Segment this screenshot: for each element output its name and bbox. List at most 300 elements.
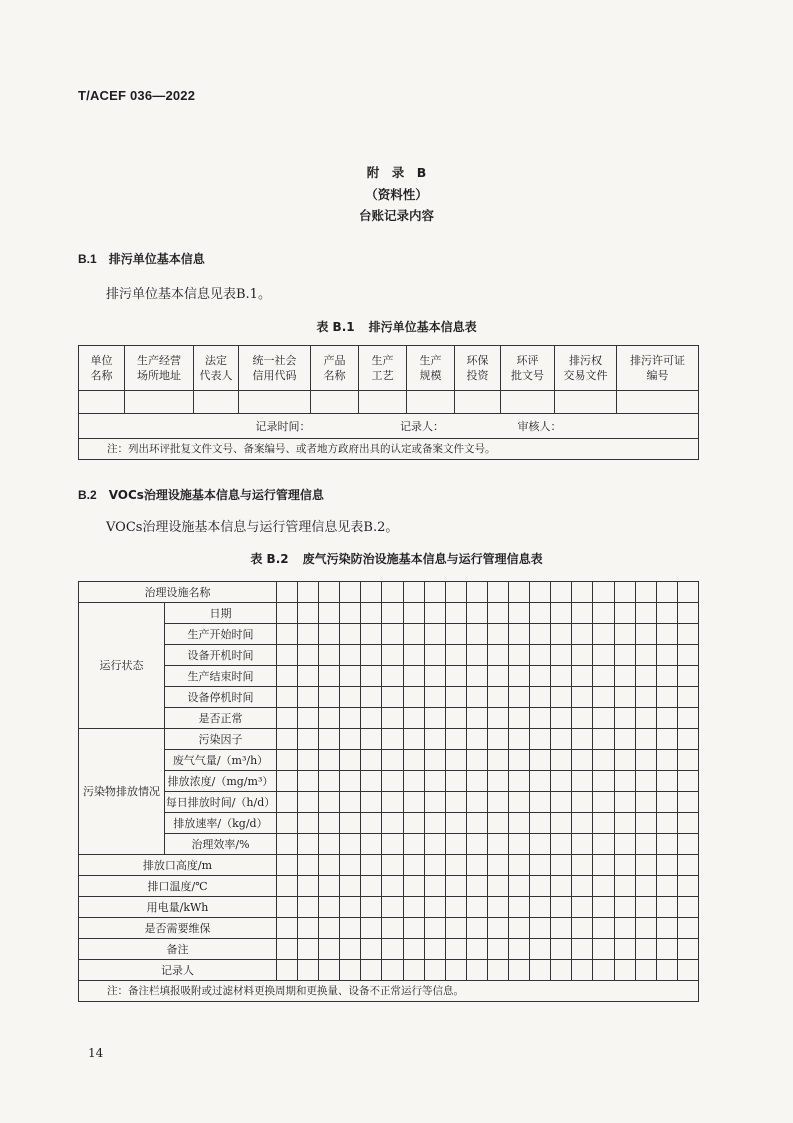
table-b2-grid-cell: [635, 624, 656, 645]
table-b2-grid-cell: [424, 603, 445, 624]
running-row-label: 设备开机时间: [165, 645, 277, 666]
table-b2-grid-cell: [340, 897, 361, 918]
table-b2-grid-cell: [656, 645, 677, 666]
table-b2-row: [79, 855, 699, 876]
emission-row-label: 排放浓度/（mg/m³）: [165, 771, 277, 792]
table-b2-grid-cell: [656, 624, 677, 645]
table-b2-grid-cell: [593, 624, 614, 645]
table-b1-col-header: [359, 346, 407, 391]
table-b2-grid-cell: [277, 666, 298, 687]
table-b2-grid-cell: [382, 876, 403, 897]
table-b2-grid-cell: [593, 813, 614, 834]
table-b2-grid-cell: [319, 624, 340, 645]
table-b2-grid-cell: [572, 876, 593, 897]
table-b2-grid-cell: [677, 645, 698, 666]
table-b2-grid-cell: [509, 834, 530, 855]
table-b2-grid-cell: [487, 729, 508, 750]
table-b1-caption-title: 排污单位基本信息表: [368, 320, 477, 334]
table-b2-grid-cell: [466, 645, 487, 666]
reviewer-label: 审核人：: [517, 419, 562, 433]
table-b2-grid-cell: [298, 582, 319, 603]
section-b2-paragraph: VOCs治理设施基本信息与运行管理信息见表B.2。: [106, 520, 399, 535]
table-b2-grid-cell: [277, 876, 298, 897]
section-b2-heading: [78, 486, 324, 503]
table-b2-grid-cell: [593, 708, 614, 729]
table-b2-grid-cell: [593, 771, 614, 792]
running-row-label: 日期: [165, 603, 277, 624]
table-b2-grid-cell: [509, 771, 530, 792]
table-b2-grid-cell: [466, 750, 487, 771]
table-b2-grid-cell: [445, 918, 466, 939]
table-b2-grid-cell: [635, 855, 656, 876]
table-b2-grid-cell: [593, 666, 614, 687]
table-b2-grid-cell: [614, 708, 635, 729]
table-b1-empty-cell: [239, 391, 311, 414]
table-b2-grid-cell: [656, 960, 677, 981]
table-b2-grid-cell: [340, 939, 361, 960]
table-b2-grid-cell: [319, 687, 340, 708]
table-b2-row: [79, 708, 699, 729]
table-b2-grid-cell: [445, 792, 466, 813]
table-b2-grid-cell: [635, 897, 656, 918]
single-row-label: 是否需要维保: [79, 918, 277, 939]
table-b2-grid-cell: [466, 876, 487, 897]
table-b2-grid-cell: [572, 708, 593, 729]
table-b2-note-row: [79, 981, 699, 1002]
table-b2-grid-cell: [361, 687, 382, 708]
col-header-line: 代表人: [199, 369, 233, 382]
table-b1-empty-cell: [455, 391, 501, 414]
section-b2-title: VOCs治理设施基本信息与运行管理信息: [108, 488, 324, 502]
table-b2-grid-cell: [298, 687, 319, 708]
table-b2-grid-cell: [340, 603, 361, 624]
table-b2-grid-cell: [551, 834, 572, 855]
table-b2-grid-cell: [551, 624, 572, 645]
table-b2-grid-cell: [277, 750, 298, 771]
table-b2-grid-cell: [403, 666, 424, 687]
table-b2-grid-cell: [319, 876, 340, 897]
table-b2-grid-cell: [614, 876, 635, 897]
table-b2-grid-cell: [277, 708, 298, 729]
table-b1-record-row: [79, 414, 699, 439]
table-b2-grid-cell: [319, 603, 340, 624]
table-b2-grid-cell: [635, 771, 656, 792]
table-b2-grid-cell: [677, 771, 698, 792]
table-b1-col-header: [501, 346, 555, 391]
table-b2-grid-cell: [530, 687, 551, 708]
table-b2-grid-cell: [340, 750, 361, 771]
table-b2-grid-cell: [382, 834, 403, 855]
table-b2-grid-cell: [530, 918, 551, 939]
table-b2-grid-cell: [656, 897, 677, 918]
table-b2-grid-cell: [277, 729, 298, 750]
table-b2-grid-cell: [677, 960, 698, 981]
table-b2-grid-cell: [424, 897, 445, 918]
recorder-label: 记录人：: [400, 419, 444, 433]
table-b2-grid-cell: [424, 729, 445, 750]
table-b2-grid-cell: [614, 834, 635, 855]
table-b2-grid-cell: [635, 750, 656, 771]
table-b2-grid-cell: [677, 855, 698, 876]
table-b2-grid-cell: [277, 624, 298, 645]
table-b2-grid-cell: [509, 750, 530, 771]
table-b2-row: [79, 750, 699, 771]
table-b2-grid-cell: [319, 813, 340, 834]
emission-row-label: 每日排放时间/（h/d）: [165, 792, 277, 813]
table-b2-grid-cell: [593, 603, 614, 624]
table-b2-grid-cell: [551, 960, 572, 981]
table-b2-grid-cell: [445, 960, 466, 981]
running-row-label: 生产开始时间: [165, 624, 277, 645]
table-b2-grid-cell: [382, 666, 403, 687]
table-b2-grid-cell: [530, 666, 551, 687]
col-header-line: 批文号: [511, 369, 544, 382]
table-b2-grid-cell: [487, 855, 508, 876]
table-b2-grid-cell: [445, 897, 466, 918]
table-b2-grid-cell: [572, 750, 593, 771]
facility-name-label: 治理设施名称: [79, 582, 277, 603]
table-b2-grid-cell: [445, 582, 466, 603]
table-b2-grid-cell: [298, 603, 319, 624]
table-b2-grid-cell: [530, 897, 551, 918]
table-b2-grid-cell: [319, 729, 340, 750]
table-b1-empty-cell: [194, 391, 239, 414]
table-b2-note: 注：备注栏填报吸附或过滤材料更换周期和更换量、设备不正常运行等信息。: [79, 981, 699, 1002]
table-b2-grid-cell: [340, 729, 361, 750]
table-b2-grid-cell: [487, 624, 508, 645]
table-b2-grid-cell: [487, 960, 508, 981]
table-b1-empty-cell: [501, 391, 555, 414]
table-b2-grid-cell: [340, 708, 361, 729]
table-b2-grid-cell: [361, 771, 382, 792]
table-b2-grid-cell: [614, 960, 635, 981]
table-b2-grid-cell: [340, 960, 361, 981]
table-b2-grid-cell: [277, 897, 298, 918]
table-b2-grid-cell: [614, 603, 635, 624]
table-b2-grid-cell: [551, 771, 572, 792]
table-b2-grid-cell: [572, 624, 593, 645]
table-b2-grid-cell: [530, 750, 551, 771]
table-b2-grid-cell: [466, 855, 487, 876]
table-b2-grid-cell: [466, 897, 487, 918]
table-b2-grid-cell: [656, 876, 677, 897]
table-b2-grid-cell: [277, 834, 298, 855]
table-b2-grid-cell: [466, 960, 487, 981]
table-b2-grid-cell: [319, 771, 340, 792]
table-b2-grid-cell: [509, 813, 530, 834]
standard-id: T/ACEF 036—2022: [78, 88, 196, 103]
table-b2-grid-cell: [424, 834, 445, 855]
table-b2-grid-cell: [298, 645, 319, 666]
table-b2-grid-cell: [361, 813, 382, 834]
col-header-line: 工艺: [371, 369, 394, 382]
table-b2-grid-cell: [593, 897, 614, 918]
running-row-label: 是否正常: [165, 708, 277, 729]
table-b2-grid-cell: [487, 939, 508, 960]
emission-row-label: 排放速率/（kg/d）: [165, 813, 277, 834]
table-b2-grid-cell: [382, 582, 403, 603]
table-b2-grid-cell: [466, 813, 487, 834]
table-b2-grid-cell: [340, 582, 361, 603]
table-b2-grid-cell: [551, 729, 572, 750]
table-b1-header-row: [79, 346, 699, 391]
table-b2-grid-cell: [361, 834, 382, 855]
table-b2-grid-cell: [361, 876, 382, 897]
table-b2-grid-cell: [445, 687, 466, 708]
table-b2-row: [79, 603, 699, 624]
table-b2-grid-cell: [424, 624, 445, 645]
table-b2-grid-cell: [572, 897, 593, 918]
table-b2-grid-cell: [614, 918, 635, 939]
table-b2-grid-cell: [656, 603, 677, 624]
table-b2-grid-cell: [319, 855, 340, 876]
table-b2-grid-cell: [530, 771, 551, 792]
table-b2-grid-cell: [445, 834, 466, 855]
table-b2-row: [79, 729, 699, 750]
table-b2-grid-cell: [466, 624, 487, 645]
table-b2-grid-cell: [277, 918, 298, 939]
table-b2-row: [79, 918, 699, 939]
table-b2-grid-cell: [487, 813, 508, 834]
table-b2-grid-cell: [677, 750, 698, 771]
table-b2-grid-cell: [382, 771, 403, 792]
table-b2-grid-cell: [572, 918, 593, 939]
table-b2-grid-cell: [445, 855, 466, 876]
table-b2-grid-cell: [530, 603, 551, 624]
table-b2-grid-cell: [298, 750, 319, 771]
table-b1-col-header: [239, 346, 311, 391]
table-b2-grid-cell: [509, 624, 530, 645]
table-b2-grid-cell: [298, 855, 319, 876]
table-b2-grid-cell: [319, 897, 340, 918]
table-b2-grid-cell: [509, 729, 530, 750]
table-b2-grid-cell: [361, 855, 382, 876]
table-b2-grid-cell: [361, 708, 382, 729]
emission-group-label: 污染物排放情况: [79, 729, 165, 855]
table-b2-grid-cell: [277, 582, 298, 603]
section-b1-paragraph: 排污单位基本信息见表B.1。: [106, 287, 271, 302]
table-b2-grid-cell: [551, 918, 572, 939]
table-b2-grid-cell: [677, 813, 698, 834]
table-b2-grid-cell: [340, 645, 361, 666]
table-b2-grid-cell: [614, 666, 635, 687]
single-row-label: 用电量/kWh: [79, 897, 277, 918]
table-b2-grid-cell: [487, 792, 508, 813]
table-b2-grid-cell: [635, 834, 656, 855]
table-b2-grid-cell: [424, 582, 445, 603]
table-b2-grid-cell: [530, 834, 551, 855]
section-b1-number: B.1: [78, 252, 97, 266]
table-b2-grid-cell: [509, 603, 530, 624]
table-b2-grid-cell: [277, 939, 298, 960]
table-b2-grid-cell: [319, 792, 340, 813]
table-b2-grid-cell: [382, 855, 403, 876]
table-b2-grid-cell: [551, 813, 572, 834]
col-header-line: 名称: [90, 369, 113, 382]
table-b2-grid-cell: [319, 939, 340, 960]
table-b1-empty-cell: [407, 391, 455, 414]
table-b2-grid-cell: [509, 897, 530, 918]
table-b2-grid-cell: [656, 918, 677, 939]
table-b2-grid-cell: [361, 603, 382, 624]
table-b2-grid-cell: [677, 918, 698, 939]
appendix-subtitle: 台账记录内容: [358, 208, 434, 223]
table-b2-grid-cell: [593, 729, 614, 750]
col-header-line: 规模: [419, 369, 442, 382]
table-b2-grid-cell: [635, 960, 656, 981]
table-b2-grid-cell: [466, 666, 487, 687]
single-row-label: 记录人: [79, 960, 277, 981]
table-b1-col-header: [455, 346, 501, 391]
table-b2-grid-cell: [635, 666, 656, 687]
table-b2-grid-cell: [424, 855, 445, 876]
table-b2-grid-cell: [487, 750, 508, 771]
table-b2-grid-cell: [298, 939, 319, 960]
table-b2-grid-cell: [445, 624, 466, 645]
table-b2-grid-cell: [593, 792, 614, 813]
table-b2-grid-cell: [382, 645, 403, 666]
table-b2-grid-cell: [424, 813, 445, 834]
table-b1-col-header: [125, 346, 194, 391]
table-b2-grid-cell: [677, 876, 698, 897]
table-b2-grid-cell: [487, 771, 508, 792]
table-b2-grid-cell: [277, 792, 298, 813]
table-b2-row: [79, 897, 699, 918]
single-row-label: 排放口高度/m: [79, 855, 277, 876]
table-b1-col-header: [194, 346, 239, 391]
table-b2-grid-cell: [403, 813, 424, 834]
col-header-line: 排污许可证: [630, 354, 685, 367]
table-b2-grid-cell: [509, 876, 530, 897]
table-b2-grid-cell: [509, 960, 530, 981]
table-b2-grid-cell: [656, 939, 677, 960]
table-b2-grid-cell: [340, 666, 361, 687]
table-b1-col-header: [79, 346, 125, 391]
table-b2-grid-cell: [551, 582, 572, 603]
table-b2-grid-cell: [656, 834, 677, 855]
table-b2-grid-cell: [487, 645, 508, 666]
table-b2-grid-cell: [466, 729, 487, 750]
table-b2-grid-cell: [530, 645, 551, 666]
table-b2-grid-cell: [487, 708, 508, 729]
running-row-label: 设备停机时间: [165, 687, 277, 708]
table-b2-grid-cell: [656, 792, 677, 813]
table-b2-grid-cell: [635, 687, 656, 708]
table-b2-grid-cell: [277, 603, 298, 624]
table-b2-grid-cell: [509, 855, 530, 876]
table-b2-grid-cell: [530, 855, 551, 876]
table-b2-grid-cell: [677, 729, 698, 750]
table-b2-grid-cell: [382, 792, 403, 813]
table-b2-grid-cell: [551, 855, 572, 876]
col-header-line: 交易文件: [563, 369, 608, 382]
table-b2-grid-cell: [466, 582, 487, 603]
table-b2-grid-cell: [277, 960, 298, 981]
table-b2-caption-number: 表 B.2: [250, 552, 289, 566]
table-b2-grid-cell: [361, 729, 382, 750]
table-b2-grid-cell: [572, 834, 593, 855]
table-b2-grid-cell: [382, 603, 403, 624]
col-header-line: 排污权: [569, 354, 602, 367]
table-b2-grid-cell: [319, 834, 340, 855]
table-b2-grid-cell: [277, 645, 298, 666]
table-b2-grid-cell: [656, 813, 677, 834]
table-b2-grid-cell: [635, 603, 656, 624]
table-b2-grid-cell: [593, 750, 614, 771]
table-b2-grid-cell: [319, 582, 340, 603]
table-b2-grid-cell: [319, 666, 340, 687]
table-b2-grid-cell: [487, 582, 508, 603]
table-b2-grid-cell: [593, 960, 614, 981]
table-b2-grid-cell: [509, 918, 530, 939]
col-header-line: 投资: [466, 369, 489, 382]
table-b2-grid-cell: [614, 897, 635, 918]
table-b2-grid-cell: [677, 897, 698, 918]
table-b2-grid-cell: [530, 582, 551, 603]
table-b2-grid-cell: [403, 582, 424, 603]
table-b2-grid-cell: [530, 960, 551, 981]
table-b2-grid-cell: [593, 918, 614, 939]
table-b2-grid-cell: [424, 939, 445, 960]
table-b2-grid-cell: [340, 792, 361, 813]
table-b1-empty-cell: [617, 391, 699, 414]
table-b2-grid-cell: [298, 771, 319, 792]
table-b2-grid-cell: [382, 918, 403, 939]
table-b1-note: 注：列出环评批复文件文号、备案编号、或者地方政府出具的认定或备案文件文号。: [79, 439, 699, 460]
table-b1-empty-cell: [359, 391, 407, 414]
table-b2-row: [79, 624, 699, 645]
table-b2-grid-cell: [361, 645, 382, 666]
table-b2-grid-cell: [530, 792, 551, 813]
table-b2-grid-cell: [340, 918, 361, 939]
table-b2-grid-cell: [361, 792, 382, 813]
table-b2-grid-cell: [445, 771, 466, 792]
single-row-label: 备注: [79, 939, 277, 960]
table-b2-grid-cell: [382, 897, 403, 918]
table-b2-grid-cell: [551, 645, 572, 666]
table-b2-grid-cell: [340, 813, 361, 834]
table-b2-grid-cell: [445, 603, 466, 624]
table-b2-grid-cell: [361, 918, 382, 939]
table-b2-grid-cell: [572, 792, 593, 813]
table-b2-grid-cell: [677, 666, 698, 687]
table-b2-grid-cell: [445, 708, 466, 729]
table-b2-grid-cell: [340, 834, 361, 855]
table-b2-grid-cell: [551, 750, 572, 771]
table-b2-grid-cell: [445, 645, 466, 666]
table-b2-grid-cell: [361, 582, 382, 603]
table-b2-grid-cell: [572, 666, 593, 687]
table-b2-grid-cell: [403, 624, 424, 645]
col-header-line: 场所地址: [137, 369, 181, 382]
table-b2-grid-cell: [551, 708, 572, 729]
table-b2-grid-cell: [530, 876, 551, 897]
table-b2-grid-cell: [509, 645, 530, 666]
table-b2-grid-cell: [530, 729, 551, 750]
table-b2-grid-cell: [572, 813, 593, 834]
table-b2-grid-cell: [635, 708, 656, 729]
table-b2-grid-cell: [298, 729, 319, 750]
table-b2-grid-cell: [445, 729, 466, 750]
table-b2-grid-cell: [340, 687, 361, 708]
table-b2-grid-cell: [487, 687, 508, 708]
table-b2-grid-cell: [572, 729, 593, 750]
table-b2-grid-cell: [677, 792, 698, 813]
table-b2-grid-cell: [677, 708, 698, 729]
table-b1-empty-cell: [311, 391, 359, 414]
table-b2-grid-cell: [445, 876, 466, 897]
table-b2-grid-cell: [403, 708, 424, 729]
